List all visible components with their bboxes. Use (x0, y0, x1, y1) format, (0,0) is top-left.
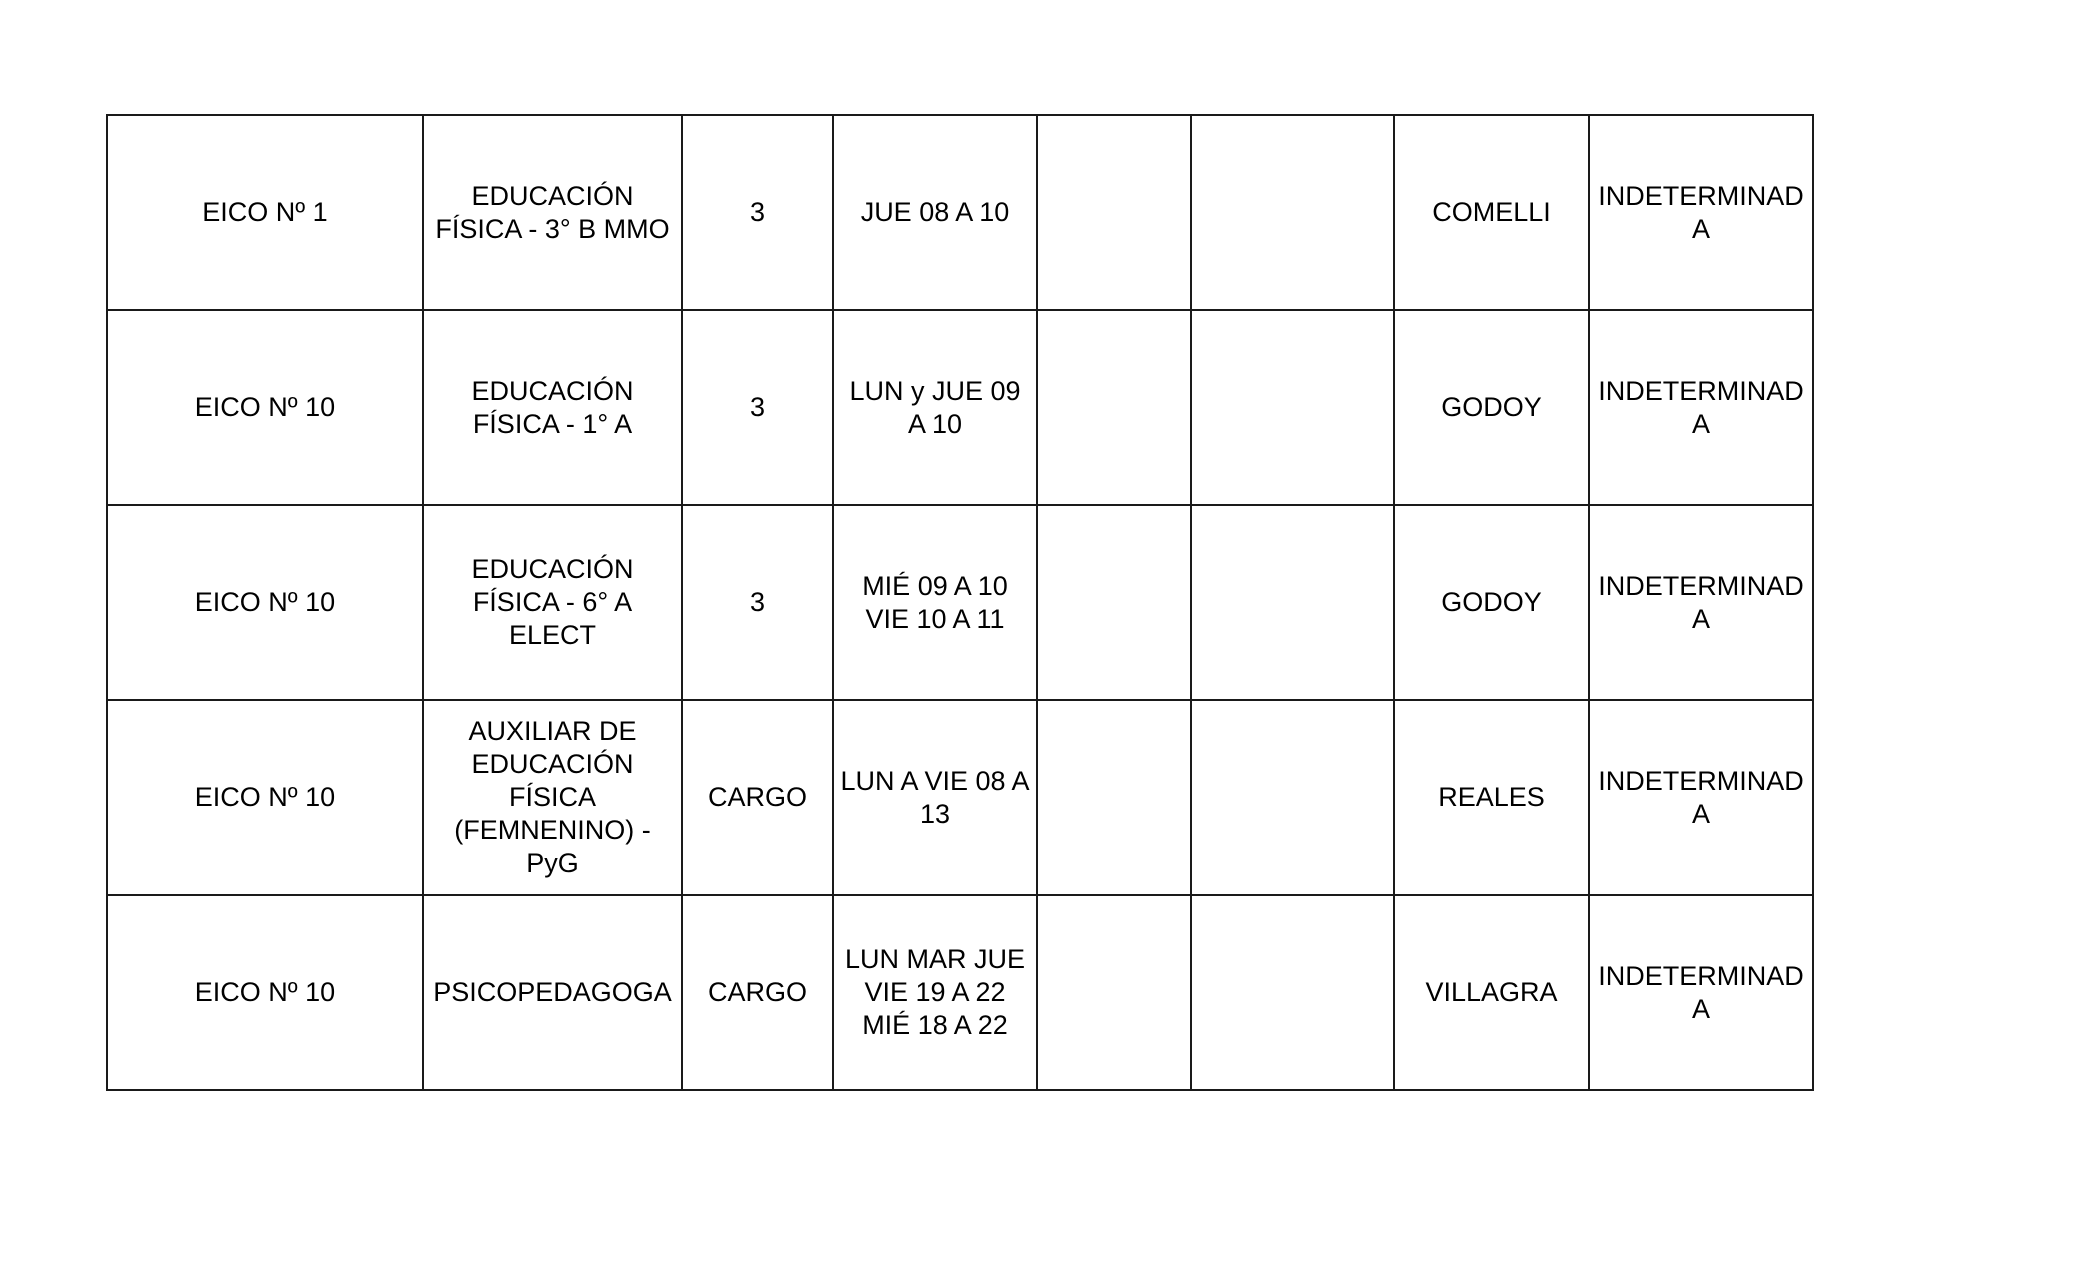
school-cell: EICO Nº 10 (107, 505, 423, 700)
table-row (107, 700, 1813, 895)
teacher-cell: REALES (1394, 700, 1589, 895)
assignments-table (106, 114, 1814, 1091)
status-cell: INDETERMINAD A (1589, 505, 1813, 700)
table-row (107, 115, 1813, 310)
hours-cell: 3 (682, 505, 833, 700)
subject-cell: EDUCACIÓN FÍSICA - 1° A (423, 310, 682, 505)
empty-cell (1191, 115, 1394, 310)
empty-cell (1191, 700, 1394, 895)
schedule-cell: MIÉ 09 A 10 VIE 10 A 11 (833, 505, 1037, 700)
status-cell: INDETERMINAD A (1589, 115, 1813, 310)
empty-cell (1191, 895, 1394, 1090)
schedule-cell: JUE 08 A 10 (833, 115, 1037, 310)
status-cell: INDETERMINAD A (1589, 310, 1813, 505)
hours-cell: CARGO (682, 700, 833, 895)
schedule-cell: LUN A VIE 08 A 13 (833, 700, 1037, 895)
school-cell: EICO Nº 1 (107, 115, 423, 310)
schedule-cell: LUN y JUE 09 A 10 (833, 310, 1037, 505)
empty-cell (1037, 115, 1191, 310)
table-row (107, 310, 1813, 505)
hours-cell: CARGO (682, 895, 833, 1090)
teacher-cell: VILLAGRA (1394, 895, 1589, 1090)
table-row (107, 505, 1813, 700)
school-cell: EICO Nº 10 (107, 895, 423, 1090)
empty-cell (1037, 505, 1191, 700)
empty-cell (1191, 310, 1394, 505)
subject-cell: PSICOPEDAGOGA (423, 895, 682, 1090)
teacher-cell: GODOY (1394, 505, 1589, 700)
table-row (107, 895, 1813, 1090)
hours-cell: 3 (682, 115, 833, 310)
status-cell: INDETERMINAD A (1589, 895, 1813, 1090)
school-cell: EICO Nº 10 (107, 700, 423, 895)
empty-cell (1037, 700, 1191, 895)
subject-cell: EDUCACIÓN FÍSICA - 3° B MMO (423, 115, 682, 310)
school-cell: EICO Nº 10 (107, 310, 423, 505)
schedule-cell: LUN MAR JUE VIE 19 A 22 MIÉ 18 A 22 (833, 895, 1037, 1090)
teacher-cell: COMELLI (1394, 115, 1589, 310)
subject-cell: EDUCACIÓN FÍSICA - 6° A ELECT (423, 505, 682, 700)
status-cell: INDETERMINAD A (1589, 700, 1813, 895)
empty-cell (1037, 310, 1191, 505)
teacher-cell: GODOY (1394, 310, 1589, 505)
hours-cell: 3 (682, 310, 833, 505)
subject-cell: AUXILIAR DE EDUCACIÓN FÍSICA (FEMNENINO) - PyG (423, 700, 682, 895)
empty-cell (1191, 505, 1394, 700)
empty-cell (1037, 895, 1191, 1090)
